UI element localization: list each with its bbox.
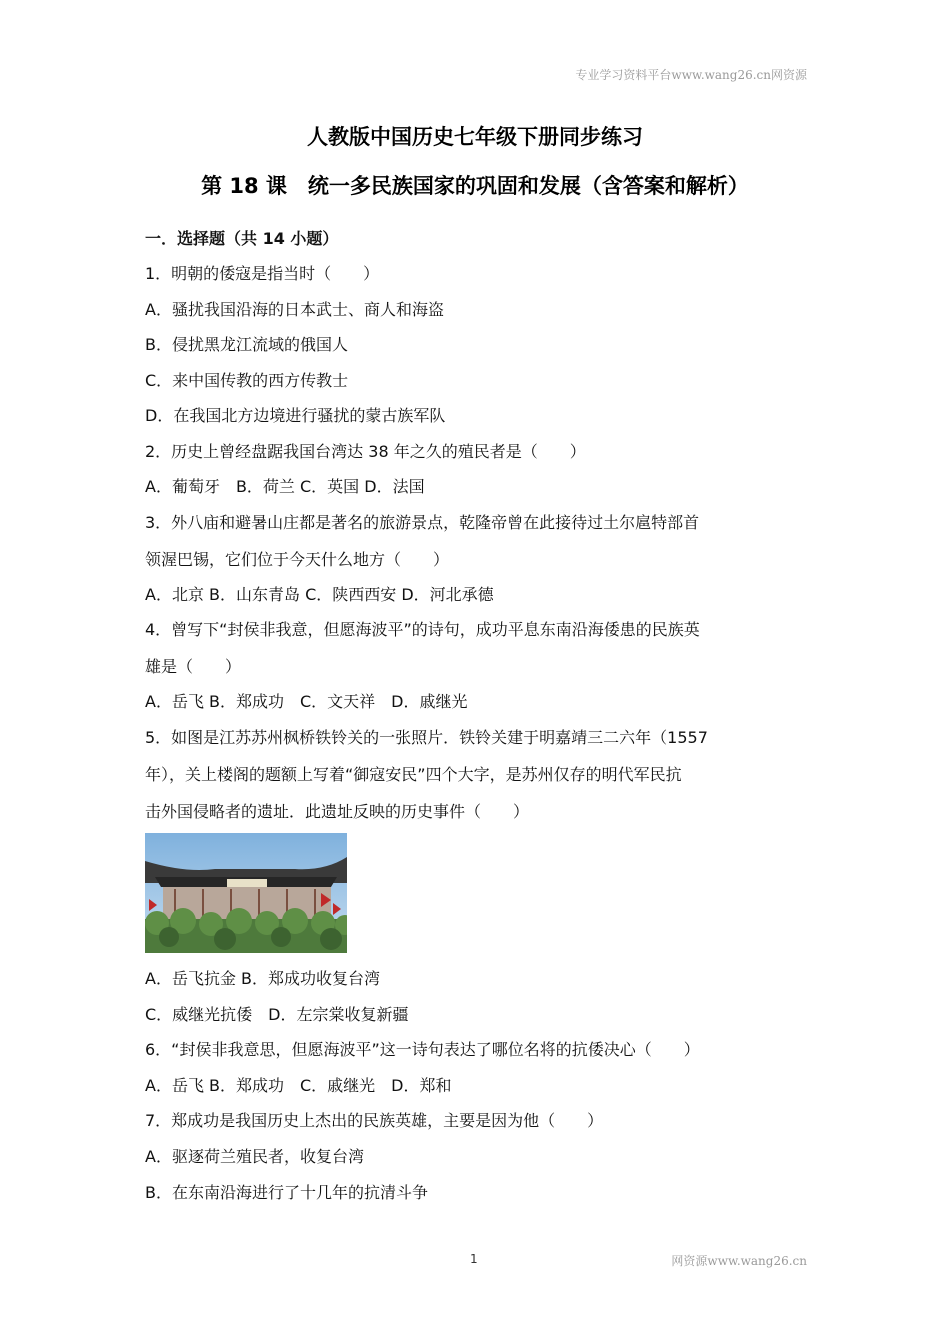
question-5-line-2: 年），关上楼阁的题额上写着“御寇安民”四个大字，是苏州仅存的明代军民抗	[145, 765, 682, 784]
q1-option-b: B．侵扰黑龙江流域的俄国人	[145, 335, 348, 354]
q6-options: A．岳飞 B．郑成功 C．戚继光 D．郑和	[145, 1076, 452, 1095]
q5-options-line-2: C．威继光抗倭 D．左宗棠收复新疆	[145, 1005, 409, 1024]
question-4-line-1: 4．曾写下“封侯非我意，但愿海波平”的诗句，成功平息东南沿海倭患的民族英	[145, 620, 700, 639]
question-5-line-1: 5．如图是江苏苏州枫桥铁铃关的一张照片．铁铃关建于明嘉靖三二六年（1557	[145, 728, 708, 747]
q3-options: A．北京 B．山东青岛 C．陕西西安 D．河北承德	[145, 585, 494, 604]
page-subtitle: 第 18 课 统一多民族国家的巩固和发展（含答案和解析）	[201, 174, 749, 198]
q1-option-c: C．来中国传教的西方传教士	[145, 371, 349, 390]
question-3-line-2: 领渥巴锡，它们位于今天什么地方（ ）	[145, 550, 450, 569]
question-7: 7．郑成功是我国历史上杰出的民族英雄，主要是因为他（ ）	[145, 1111, 604, 1130]
q4-options: A．岳飞 B．郑成功 C．文天祥 D．戚继光	[145, 692, 468, 711]
question-3-line-1: 3．外八庙和避暑山庄都是著名的旅游景点，乾隆帝曾在此接待过土尔扈特部首	[145, 513, 700, 532]
footer-watermark: 网资源www.wang26.cn	[671, 1254, 807, 1268]
section-heading: 一．选择题（共 14 小题）	[145, 229, 339, 248]
q7-option-a: A．驱逐荷兰殖民者，收复台湾	[145, 1147, 364, 1166]
page-number: 1	[470, 1252, 478, 1266]
q1-option-a: A．骚扰我国沿海的日本武士、商人和海盗	[145, 300, 444, 319]
page-title: 人教版中国历史七年级下册同步练习	[307, 125, 643, 149]
tieling-pass-photo	[145, 833, 347, 953]
question-5-line-3: 击外国侵略者的遗址．此遗址反映的历史事件（ ）	[145, 802, 530, 821]
question-2: 2．历史上曾经盘踞我国台湾达 38 年之久的殖民者是（ ）	[145, 442, 586, 461]
q1-option-d: D．在我国北方边境进行骚扰的蒙古族军队	[145, 406, 446, 425]
q7-option-b: B．在东南沿海进行了十几年的抗清斗争	[145, 1183, 428, 1202]
q2-options: A．葡萄牙 B．荷兰 C．英国 D．法国	[145, 477, 425, 496]
header-watermark: 专业学习资料平台www.wang26.cn网资源	[575, 68, 807, 82]
question-4-line-2: 雄是（ ）	[145, 657, 242, 676]
question-1: 1．明朝的倭寇是指当时（ ）	[145, 264, 380, 283]
q5-options-line-1: A．岳飞抗金 B．郑成功收复台湾	[145, 969, 381, 988]
question-6: 6．“封侯非我意思，但愿海波平”这一诗句表达了哪位名将的抗倭决心（ ）	[145, 1040, 700, 1059]
